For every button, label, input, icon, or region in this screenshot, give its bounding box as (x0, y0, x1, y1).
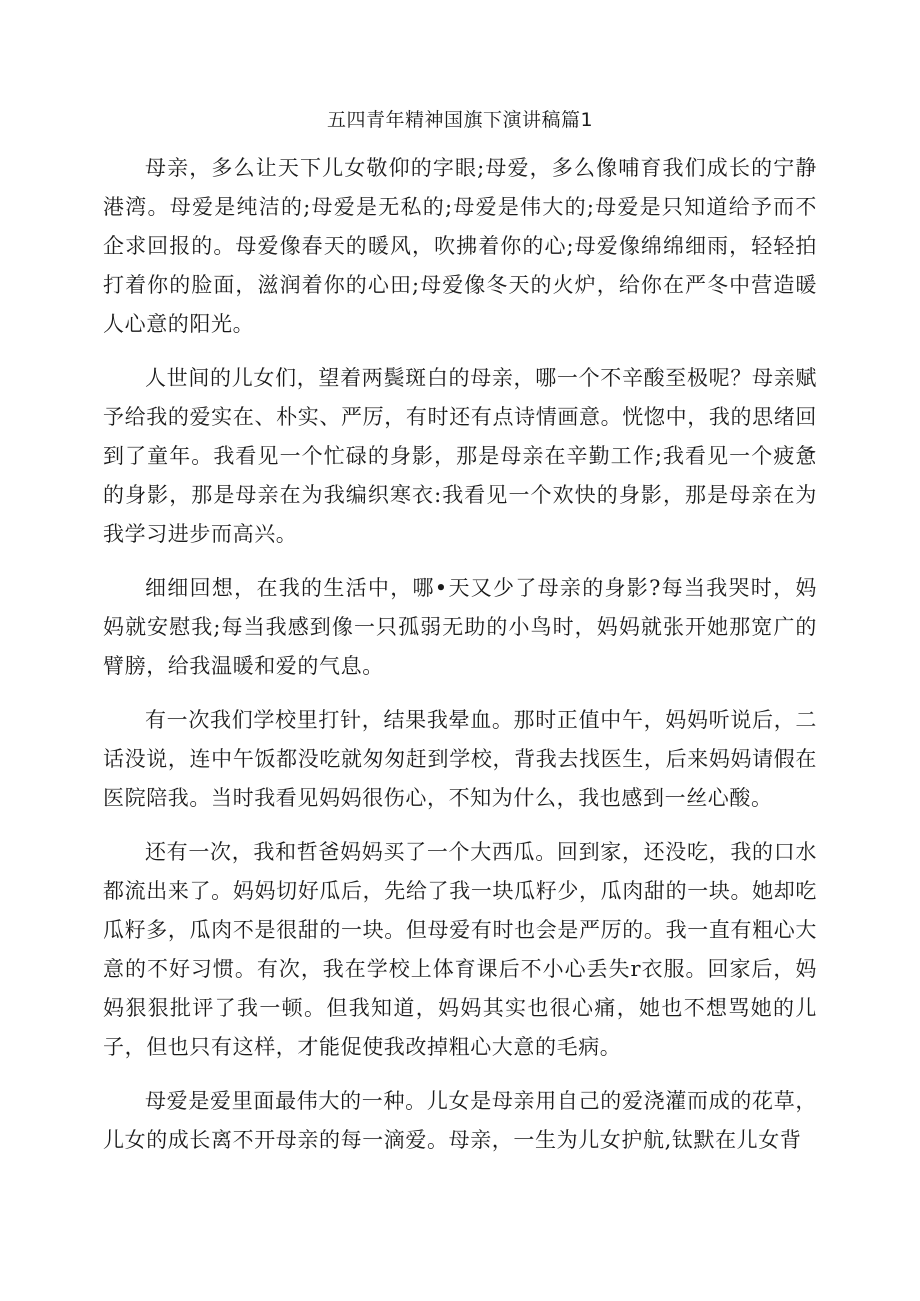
paragraph-1: 母亲，多么让天下儿女敬仰的字眼;母爱，多么像哺育我们成长的宁静港湾。母爱是纯洁的;母爱是无私的;母爱是伟大的;母爱是只知道给予而不企求回报的。母爱像春天的暖风，吹拂着你的心;母爱像绵绵细雨，轻轻拍打着你的脸面，滋润着你的心田;母爱像冬天的火炉，给你在严冬中营造暖人心意的阳光。 (103, 156, 817, 336)
paragraph-2: 人世间的儿女们，望着两鬓斑白的母亲，哪一个不辛酸至极呢？母亲赋予给我的爱实在、朴实、严厉，有时还有点诗情画意。恍惚中，我的思绪回到了童年。我看见一个忙碌的身影，那是母亲在辛勤工作;我看见一个疲惫的身影，那是母亲在为我编织寒衣:我看见一个欢快的身影，那是母亲在为我学习进步而高兴。 (103, 366, 817, 546)
document-title: 五四青年精神国旗下演讲稿篇1 (326, 109, 594, 131)
paragraph-4: 有一次我们学校里打针，结果我晕血。那时正值中午，妈妈听说后，二话没说，连中午饭都没吃就匆匆赶到学校，背我去找医生，后来妈妈请假在医院陪我。当时我看见妈妈很伤心，不知为什么，我也感到一丝心酸。 (103, 708, 817, 810)
paragraph-3: 细细回想，在我的生活中，哪•天又少了母亲的身影?每当我哭时，妈妈就安慰我;每当我感到像一只孤弱无助的小鸟时，妈妈就张开她那宽广的臂膀，给我温暖和爱的气息。 (103, 576, 817, 678)
paragraph-6: 母爱是爱里面最伟大的一种。儿女是母亲用自己的爱浇灌而成的花草，儿女的成长离不开母亲的每一滴爱。母亲，一生为儿女护航,钛默在儿女背 (103, 1089, 817, 1152)
paragraph-5: 还有一次，我和哲爸妈妈买了一个大西瓜。回到家，还没吃，我的口水都流出来了。妈妈切好瓜后，先给了我一块瓜籽少，瓜肉甜的一块。她却吃瓜籽多，瓜肉不是很甜的一块。但母爱有时也会是严厉的。我一直有粗心大意的不好习惯。有次，我在学校上体育课后不小心丢失r衣服。回家后，妈妈狠狠批评了我一顿。但我知道，妈妈其实也很心痛，她也不想骂她的儿子，但也只有这样，才能促使我改掉粗心大意的毛病。 (103, 840, 817, 1059)
